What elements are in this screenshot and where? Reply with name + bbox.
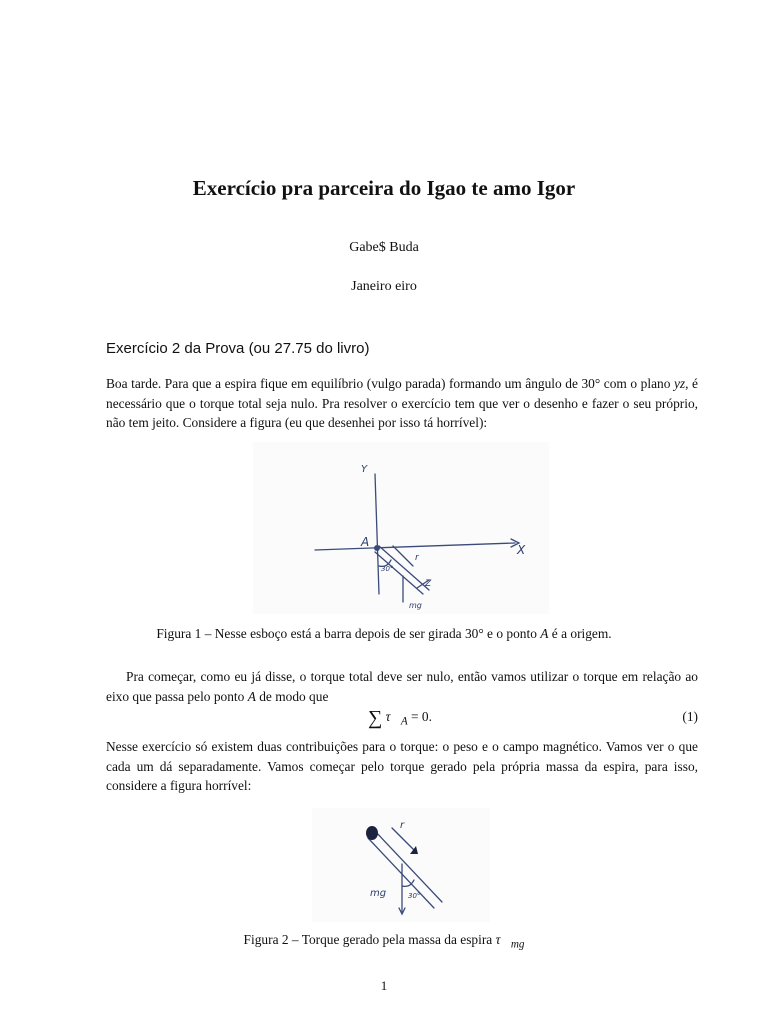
x-axis-line [315, 543, 515, 550]
tau-symbol: τ⃗ [385, 709, 401, 724]
label-z: Z [425, 579, 432, 589]
label-r: r [400, 820, 405, 831]
figure-1-caption-math: A [540, 626, 549, 641]
y-axis-line [375, 474, 379, 594]
paragraph-intro-text-b: , é necessário que o torque total seja nulo. Pra resolver o exercício tem que ver o desenho e fazer o seu próprio, não tem jeito. Considere a figura (eu que desenhei por isso tá horrível): [106, 376, 698, 430]
figure-2-caption-text: Figura 2 – Torque gerado pela massa da espira [243, 932, 496, 947]
author-name: Gabe$ Buda [349, 240, 419, 255]
paragraph-torque-text-a: Pra começar, como eu já disse, o torque total deve ser nulo, então vamos utilizar o torque em relação ao eixo que passa pelo ponto [106, 669, 698, 704]
sum-symbol: ∑ [368, 707, 383, 729]
figure-2-caption-subscript: mg [510, 938, 525, 951]
figure-2-caption-math: τ⃗ [495, 932, 511, 947]
figure-1-caption-text-b: é a origem. [548, 626, 612, 641]
paragraph-contributions: Nesse exercício só existem duas contribuições para o torque: o peso e o campo magnético. Vamos ver o que cada um dá separadamente. Vamos começar pelo torque gerado pela própria massa da espira, para isso, considere a figura horrível: [106, 739, 698, 793]
paragraph-torque-text-b: de modo que [255, 688, 329, 704]
figure-2-drawing [312, 808, 490, 922]
label-a: A [361, 535, 370, 549]
label-r: r [415, 553, 419, 563]
document-title: Exercício pra parceira do Igao te amo Igor [192, 176, 576, 200]
label-angle: 30° [381, 565, 394, 573]
label-mg: mg [409, 601, 422, 610]
r-vector-line [393, 546, 413, 566]
label-mg: mg [370, 888, 387, 899]
page-number: 1 [380, 978, 388, 993]
figure-1-drawing [253, 442, 549, 614]
label-angle: 30° [408, 892, 421, 900]
pivot-point-icon [366, 826, 378, 840]
label-x: X [517, 543, 526, 557]
figure-1-caption-text-a: Figura 1 – Nesse esboço está a barra depois de ser girada 30° e o ponto [156, 626, 541, 641]
figure-2-sketch [312, 808, 490, 922]
figure-1-sketch [253, 442, 549, 614]
equation-rhs: = 0. [407, 709, 432, 724]
document-date: Janeiro eiro [351, 279, 417, 294]
paragraph-intro [106, 374, 698, 433]
equation-body [368, 707, 432, 730]
paragraph-torque [106, 667, 698, 706]
math-a: A [247, 688, 256, 704]
figure-2-caption [0, 932, 768, 951]
paragraph-intro-text-a: Boa tarde. Para que a espira fique em equilíbrio (vulgo parada) formando um ângulo de 30° com o plano [106, 376, 674, 391]
figure-1-caption [0, 626, 768, 642]
equation-1 [106, 707, 698, 731]
r-vector-line [392, 828, 416, 852]
label-y: Y [361, 464, 368, 475]
equation-number: (1) [682, 709, 698, 724]
section-heading: Exercício 2 da Prova (ou 27.75 do livro) [106, 340, 370, 357]
math-yz: yz [673, 376, 686, 391]
tau-subscript: A [400, 715, 408, 728]
